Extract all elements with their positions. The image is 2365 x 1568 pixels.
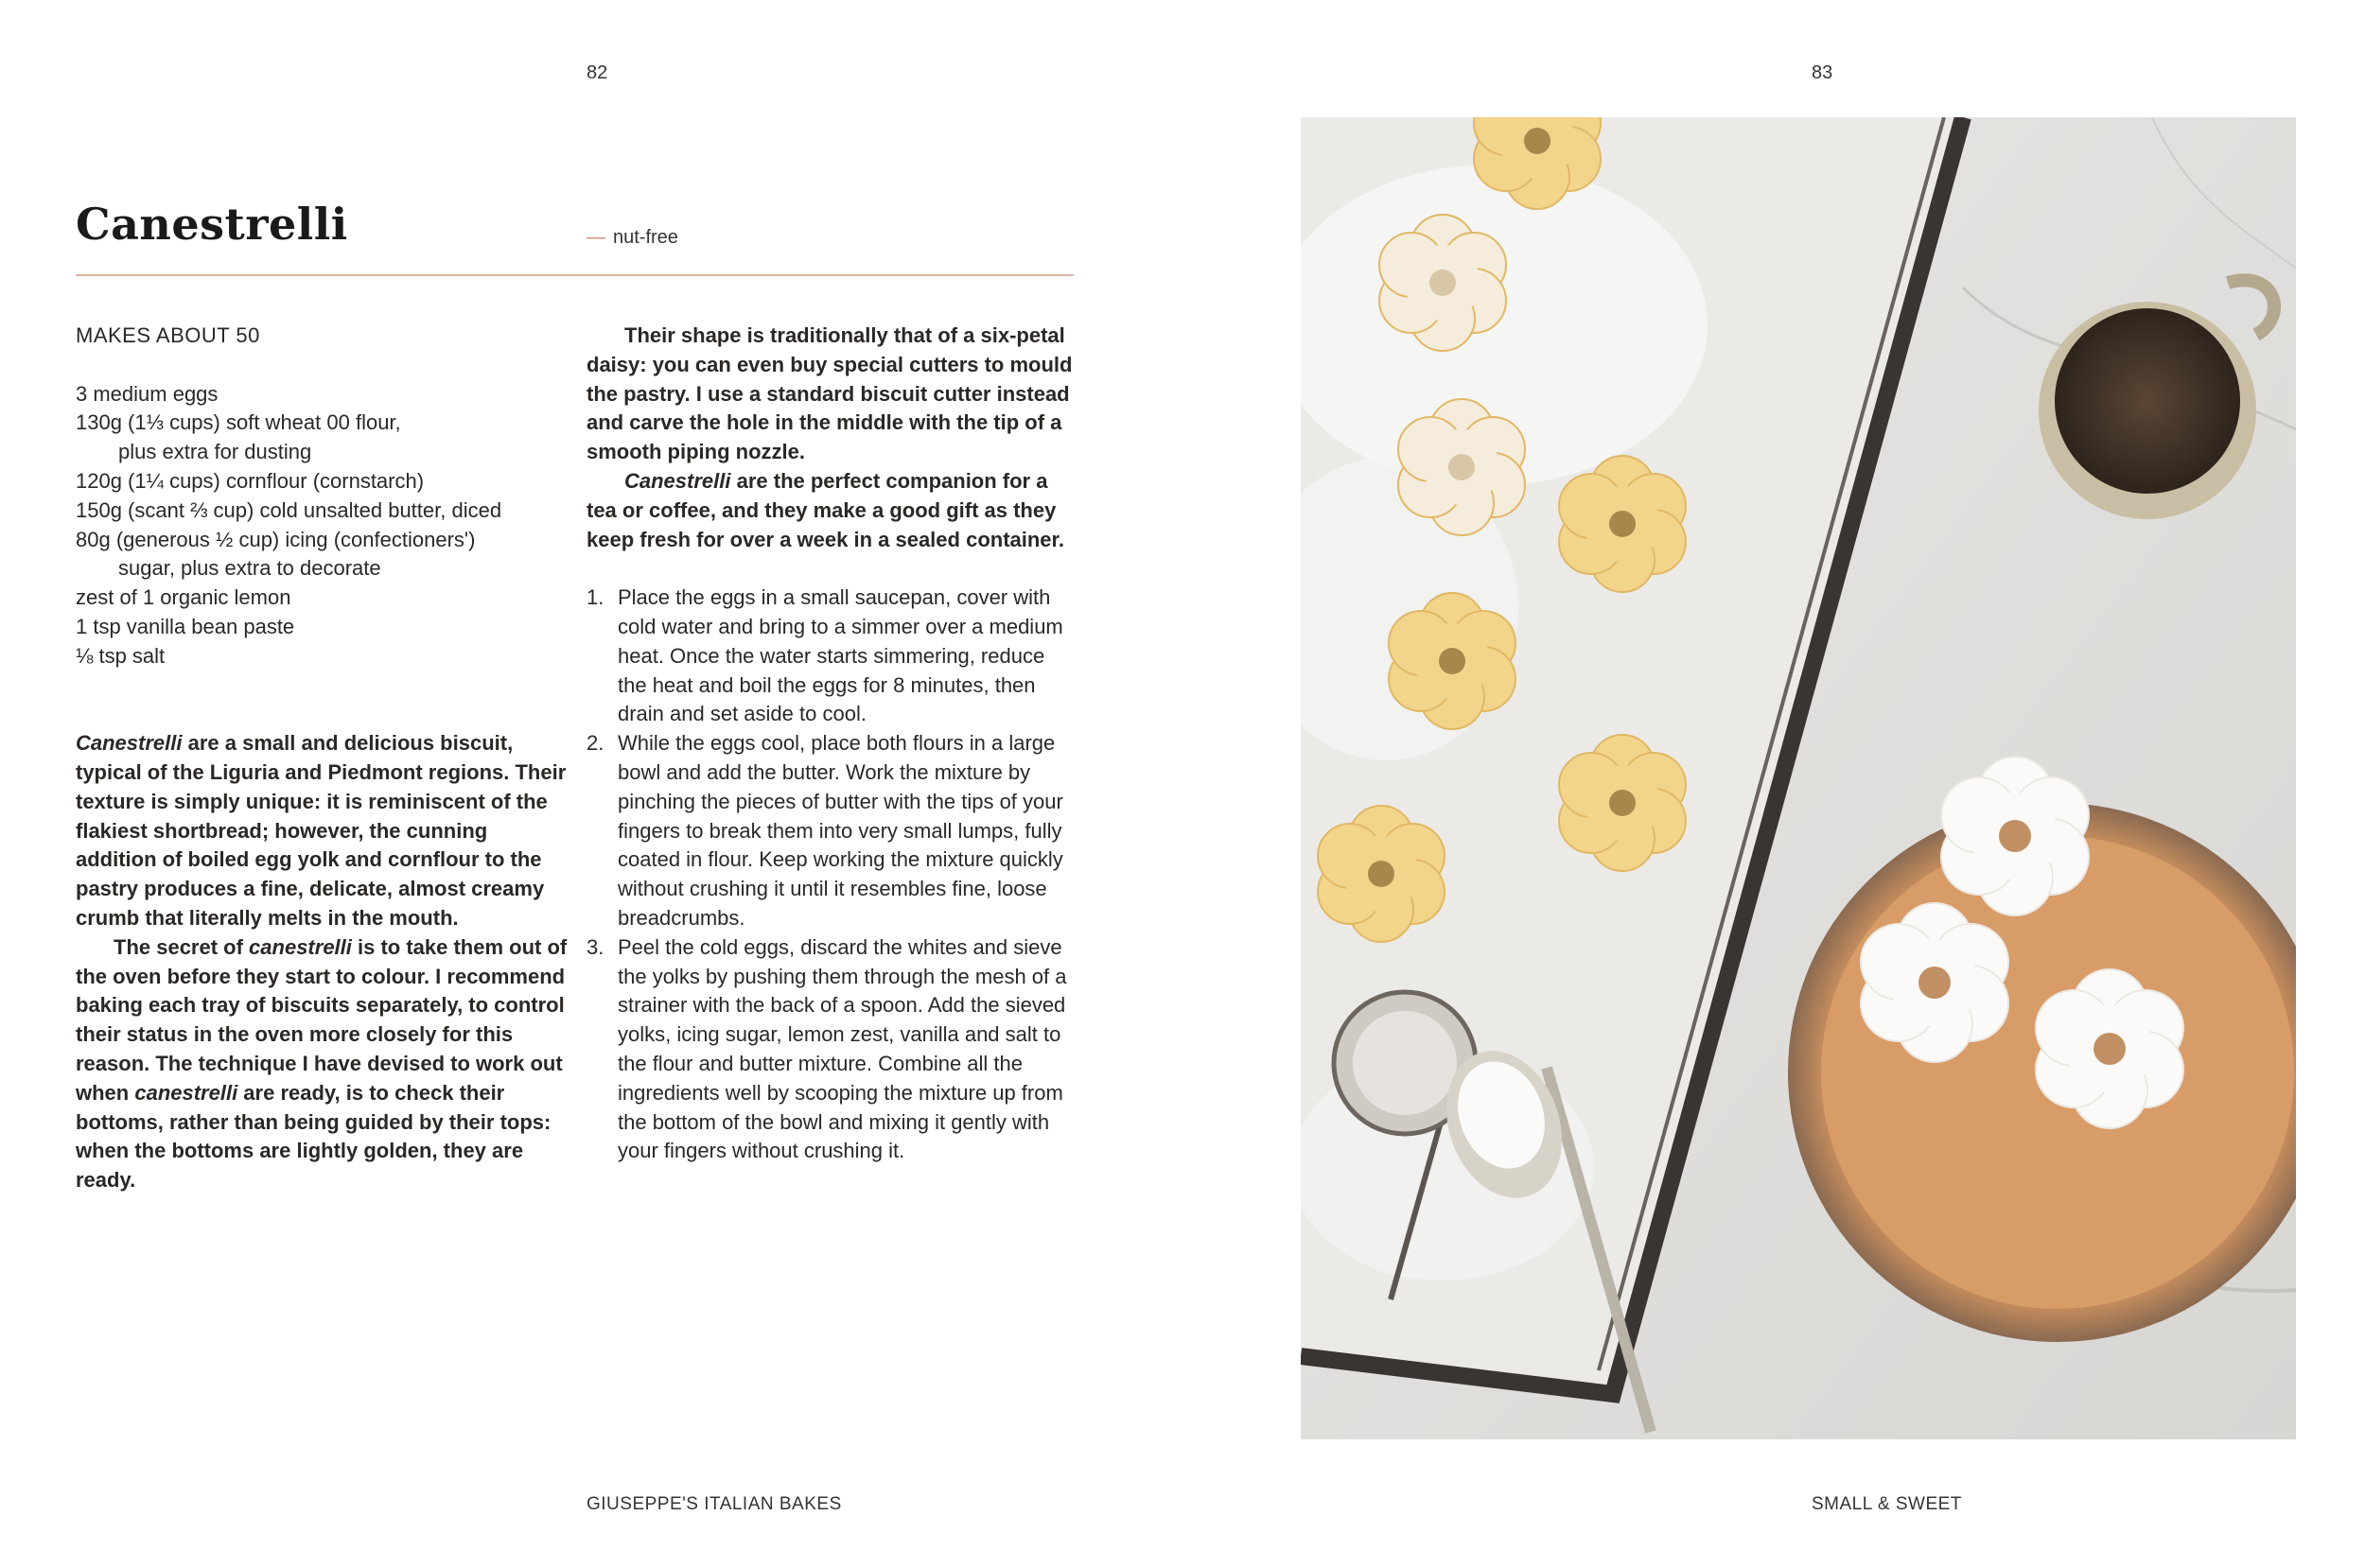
intro-italic-term: canestrelli xyxy=(134,1080,238,1105)
footer-book-title: GIUSEPPE'S ITALIAN BAKES xyxy=(587,1494,842,1514)
companion-text: are the perfect companion for a tea or coffee, and they make a good gift as they keep fresh for over a week in a sealed container. xyxy=(587,468,1065,551)
ingredient-text: 130g (1⅓ cups) soft wheat 00 flour, xyxy=(76,410,401,435)
footer-section-title: SMALL & SWEET xyxy=(1812,1494,1962,1514)
ingredient-item xyxy=(76,467,568,497)
intro-paragraph-1 xyxy=(76,729,568,933)
method-step xyxy=(587,933,1078,1166)
ingredient-item xyxy=(76,584,568,613)
ingredient-text: 3 medium eggs xyxy=(76,381,219,406)
intro-italic-term: canestrelli xyxy=(249,934,352,959)
method-step xyxy=(587,729,1078,933)
recipe-photo xyxy=(1301,117,2296,1439)
page-number-left: 82 xyxy=(587,62,608,83)
method-step xyxy=(587,584,1078,729)
intro-text-2b: is to take them out of the oven before they start to colour. I recommend baking each tray of biscuits separately, to control their status in the oven more closely for this reason. The technique I have devised to work out when xyxy=(76,934,568,1105)
companion-italic-term: Canestrelli xyxy=(624,468,731,493)
step-text: Place the eggs in a small saucepan, cover with cold water and bring to a simmer over a medium heat. Once the water starts simmering, reduce the heat and boil the eggs for 8 minutes, then drain and set aside to cool. xyxy=(618,585,1063,726)
left-column xyxy=(76,322,568,1195)
ingredient-text: 150g (scant ⅔ cup) cold unsalted butter, diced xyxy=(76,497,502,522)
title-divider xyxy=(76,274,1074,276)
ingredient-item xyxy=(76,380,568,409)
ingredient-text: 120g (1¼ cups) cornflour (cornstarch) xyxy=(76,468,425,493)
recipe-tag xyxy=(587,227,678,249)
ingredient-item xyxy=(76,613,568,642)
step-number: 1. xyxy=(587,585,604,610)
method-steps xyxy=(587,584,1078,1166)
ingredient-item xyxy=(76,526,568,584)
page-number-right: 83 xyxy=(1812,62,1833,83)
ingredient-text: ⅛ tsp salt xyxy=(76,643,166,668)
yield-label: MAKES ABOUT 50 xyxy=(76,323,260,347)
intro-text-1: are a small and delicious biscuit, typical of the Liguria and Piedmont regions. Their texture is simply unique: it is reminiscent of the flakiest shortbread; however, the cunning addition of boiled egg yolk and cornflour to the pastry produces a fine, delicate, almost creamy crumb that literally melts in the mouth. xyxy=(76,731,567,930)
intro-text xyxy=(76,729,568,1195)
canestrelli-photo-illustration xyxy=(1301,117,2296,1439)
intro-paragraph-2 xyxy=(76,933,568,1195)
shape-paragraph: Their shape is traditionally that of a six-petal daisy: you can even buy special cutters to mould the pastry. I use a standard biscuit cutter instead and carve the hole in the middle with the tip of a smooth piping nozzle. xyxy=(587,323,1073,464)
companion-paragraph xyxy=(587,467,1078,554)
ingredient-continuation: sugar, plus extra to decorate xyxy=(118,556,381,581)
step-number: 3. xyxy=(587,934,604,959)
right-column xyxy=(587,322,1078,1166)
step-text: Peel the cold eggs, discard the whites and sieve the yolks by pushing them through the mesh of a strainer with the back of a spoon. Add the sieved yolks, icing sugar, lemon zest, vanilla and salt to the flour and butter mixture. Combine all the ingredients well by scooping the mixture up from the bottom of the bowl and mixing it gently with your fingers without crushing it. xyxy=(618,934,1067,1163)
intro-text-2c: are ready, is to check their bottoms, rather than being guided by their tops: when the bottoms are lightly golden, they are ready. xyxy=(76,1080,552,1193)
tag-label: nut-free xyxy=(613,227,678,248)
ingredient-item xyxy=(76,409,568,467)
ingredient-text: 80g (generous ½ cup) icing (confectioners') xyxy=(76,527,476,551)
ingredient-item xyxy=(76,642,568,671)
recipe-title: Canestrelli xyxy=(76,199,348,250)
intro-italic-term: Canestrelli xyxy=(76,731,183,756)
ingredient-text: zest of 1 organic lemon xyxy=(76,585,291,610)
intro-text-2a: The secret of xyxy=(114,934,250,959)
ingredient-item xyxy=(76,497,568,526)
step-number: 2. xyxy=(587,731,604,756)
tag-dash: — xyxy=(587,227,605,248)
step-text: While the eggs cool, place both flours in a large bowl and add the butter. Work the mixture by pinching the pieces of butter with the tips of your fingers to break them into very small lumps, fully coated in flour. Keep working the mixture quickly without crushing it until it resembles fine, loose breadcrumbs. xyxy=(618,731,1063,930)
ingredient-continuation: plus extra for dusting xyxy=(118,440,312,464)
ingredient-list xyxy=(76,380,568,671)
ingredient-text: 1 tsp vanilla bean paste xyxy=(76,614,295,638)
